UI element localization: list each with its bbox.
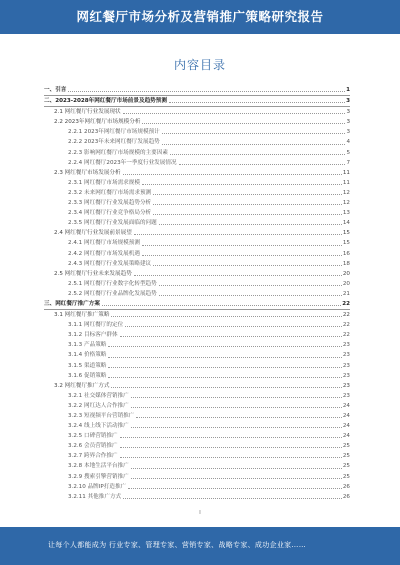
toc-leader-dots — [131, 391, 342, 398]
toc-entry[interactable] — [44, 299, 350, 310]
toc-entry[interactable] — [44, 330, 350, 340]
toc-entry[interactable] — [44, 85, 350, 96]
toc-leader-dots — [120, 330, 342, 337]
toc-entry-title: 3.1.1 网红餐厅的定位 — [68, 322, 124, 329]
toc-leader-dots — [142, 249, 342, 256]
toc-entry-page: 23 — [342, 372, 350, 379]
toc-leader-dots — [108, 350, 341, 357]
toc-entry-title: 2.3.1 网红餐厅市场需求规模 — [68, 179, 140, 186]
toc-entry-page: 20 — [342, 270, 350, 277]
toc-entry-title: 一、引言 — [44, 87, 67, 93]
toc-leader-dots — [108, 371, 341, 378]
toc-entry-page: 23 — [342, 342, 350, 349]
toc-entry-page: 25 — [342, 463, 350, 470]
toc-entry[interactable] — [44, 148, 350, 158]
toc-entry-page: 22 — [342, 322, 350, 329]
toc-entry-page: 4 — [346, 139, 350, 146]
toc-leader-dots — [153, 259, 342, 266]
toc-entry[interactable] — [44, 259, 350, 269]
toc-entry-page: 25 — [342, 473, 350, 480]
toc-entry-page: 15 — [342, 240, 350, 247]
toc-entry[interactable] — [44, 310, 350, 320]
toc-leader-dots — [108, 340, 341, 347]
toc-entry-title: 2.3.3 网红餐厅行业发展趋势分析 — [68, 200, 152, 207]
toc-entry[interactable] — [44, 340, 350, 350]
toc-entry-title: 3.2.6 会员营销推广 — [68, 443, 118, 450]
toc-leader-dots — [179, 158, 346, 165]
table-of-contents — [44, 85, 350, 502]
toc-entry[interactable] — [44, 472, 350, 482]
toc-leader-dots — [162, 137, 346, 144]
toc-entry-title: 3.2.11 其他推广方式 — [68, 493, 122, 500]
toc-entry-page: 11 — [342, 179, 350, 186]
toc-entry[interactable] — [44, 451, 350, 461]
toc-entry-page: 23 — [342, 362, 350, 369]
toc-entry-page: 13 — [342, 210, 350, 217]
document-title: 网红餐厅市场分析及营销推广策略研究报告 — [76, 9, 324, 24]
toc-entry-page: 25 — [342, 443, 350, 450]
toc-entry[interactable] — [44, 350, 350, 360]
toc-entry-title: 2.3.5 网红餐厅行业发展面临的问题 — [68, 220, 157, 227]
toc-entry-title: 2.4 网红餐厅行业发展前景展望 — [54, 230, 132, 237]
toc-entry[interactable] — [44, 249, 350, 259]
toc-entry-title: 2.5.2 网红餐厅行业品牌化发展趋势 — [68, 290, 157, 297]
toc-entry-page: 24 — [342, 423, 350, 430]
toc-leader-dots — [153, 208, 342, 215]
toc-entry-page: 18 — [342, 260, 350, 267]
toc-leader-dots — [131, 461, 342, 468]
toc-entry[interactable] — [44, 107, 350, 117]
toc-entry-title: 3.1.6 促销策略 — [68, 372, 107, 379]
toc-entry[interactable] — [44, 208, 350, 218]
toc-entry[interactable] — [44, 441, 350, 451]
toc-leader-dots — [159, 279, 342, 286]
toc-entry[interactable] — [44, 188, 350, 198]
toc-entry-page: 5 — [346, 149, 350, 156]
toc-leader-dots — [120, 451, 342, 458]
toc-entry-page: 25 — [342, 453, 350, 460]
toc-leader-dots — [142, 178, 342, 185]
toc-entry-page: 23 — [342, 382, 350, 389]
toc-entry-title: 2.3 网红餐厅市场发展分析 — [54, 169, 121, 176]
toc-leader-dots — [162, 127, 346, 134]
toc-entry[interactable] — [44, 381, 350, 391]
toc-entry[interactable] — [44, 492, 350, 502]
toc-leader-dots — [120, 431, 342, 438]
toc-entry-page: 22 — [342, 312, 350, 319]
toc-entry-page: 11 — [342, 169, 350, 176]
toc-entry-title: 三、网红餐厅推广方案 — [44, 300, 100, 307]
toc-entry-title: 2.3.2 未来网红餐厅市场需求预测 — [68, 189, 152, 196]
toc-entry-page: 23 — [342, 352, 350, 359]
toc-leader-dots — [142, 238, 342, 245]
toc-entry[interactable] — [44, 320, 350, 330]
toc-entry-page: 21 — [342, 290, 350, 297]
toc-entry-title: 3.2.2 网红达人合作推广 — [68, 402, 129, 409]
toc-entry-title: 2.5.1 网红餐厅行业数字化转型趋势 — [68, 280, 157, 287]
toc-leader-dots — [134, 228, 342, 235]
toc-leader-dots — [153, 198, 342, 205]
toc-entry-page: 26 — [342, 483, 350, 490]
toc-leader-dots — [111, 381, 341, 388]
toc-entry-title: 2.1 网红餐厅行业发展现状 — [54, 109, 121, 116]
toc-entry-title: 3.1.3 产品策略 — [68, 342, 107, 349]
toc-entry-page: 22 — [342, 300, 350, 307]
toc-leader-dots — [136, 411, 342, 418]
toc-entry-title: 3.1.4 价格策略 — [68, 352, 107, 359]
toc-entry-title: 2.4.3 网红餐厅行业发展策略建议 — [68, 260, 152, 267]
toc-entry-page: 14 — [342, 220, 350, 227]
toc-leader-dots — [131, 472, 342, 479]
toc-leader-dots — [131, 421, 342, 428]
footer-banner — [0, 527, 400, 565]
toc-entry-title: 3.2.1 社交媒体营销推广 — [68, 392, 129, 399]
toc-entry-page: 24 — [342, 402, 350, 409]
footer-slogan: 让每个人都能成为 行业专家、管理专家、营销专家、战略专家、成功企业家…… — [48, 541, 307, 549]
toc-entry[interactable] — [44, 168, 350, 178]
toc-entry[interactable] — [44, 198, 350, 208]
toc-entry-page: 3 — [346, 98, 350, 105]
toc-leader-dots — [159, 289, 342, 296]
toc-entry[interactable] — [44, 158, 350, 168]
toc-heading: 内容目录 — [173, 58, 226, 72]
toc-leader-dots — [131, 401, 342, 408]
toc-leader-dots — [120, 441, 342, 448]
toc-leader-dots — [170, 148, 346, 155]
toc-entry-title: 2.3.4 网红餐厅行业竞争格局分析 — [68, 210, 152, 217]
toc-entry[interactable] — [44, 431, 350, 441]
toc-entry[interactable] — [44, 117, 350, 127]
toc-entry-page: 3 — [346, 119, 350, 126]
toc-entry[interactable] — [44, 361, 350, 371]
toc-entry[interactable] — [44, 482, 350, 492]
toc-leader-dots — [134, 269, 342, 276]
toc-entry-page: 12 — [342, 189, 350, 196]
toc-entry-page: 23 — [342, 392, 350, 399]
toc-entry[interactable] — [44, 371, 350, 381]
toc-entry-title: 2.4.1 网红餐厅市场规模预测 — [68, 240, 140, 247]
toc-leader-dots — [108, 361, 341, 368]
toc-entry-page: 20 — [342, 280, 350, 287]
toc-entry-title: 2.4.2 网红餐厅市场发展机遇 — [68, 250, 140, 257]
toc-entry-page: 26 — [342, 493, 350, 500]
toc-entry-title: 3.2.3 短视频平台营销推广 — [68, 413, 135, 419]
toc-entry-title: 3.2.8 本地生活平台推广 — [68, 463, 129, 470]
toc-entry[interactable] — [44, 269, 350, 279]
toc-leader-dots — [68, 85, 345, 92]
toc-entry[interactable] — [44, 137, 350, 147]
toc-entry[interactable] — [44, 411, 350, 421]
toc-leader-dots — [111, 310, 341, 317]
toc-leader-dots — [169, 96, 345, 103]
toc-entry-title: 3.2.5 口碑营销推广 — [68, 433, 118, 440]
toc-entry[interactable] — [44, 401, 350, 411]
toc-entry-title: 3.1.5 渠道策略 — [68, 362, 107, 369]
toc-entry[interactable] — [44, 391, 350, 401]
toc-entry-title: 3.1 网红餐厅推广策略 — [54, 312, 110, 319]
page-number: I — [199, 510, 201, 516]
toc-entry-title: 2.2.1 2023年网红餐厅市场规模预计 — [68, 129, 160, 136]
toc-entry[interactable] — [44, 461, 350, 471]
toc-leader-dots — [142, 117, 345, 124]
toc-entry-page: 7 — [346, 159, 350, 166]
toc-entry-title: 3.2 网红餐厅推广方式 — [54, 382, 110, 389]
toc-entry-title: 2.2.2 2023年未来网红餐厅发展趋势 — [68, 139, 160, 146]
toc-entry[interactable] — [44, 218, 350, 228]
toc-entry-title: 3.2.4 线上线下活动推广 — [68, 423, 129, 430]
header-banner — [0, 0, 400, 34]
toc-entry-page: 3 — [346, 129, 350, 136]
toc-leader-dots — [123, 492, 342, 499]
toc-entry-page: 1 — [346, 87, 350, 93]
toc-entry-page: 24 — [342, 433, 350, 440]
toc-leader-dots — [125, 320, 342, 327]
toc-entry[interactable] — [44, 238, 350, 248]
toc-entry[interactable] — [44, 289, 350, 299]
toc-entry-title: 2.2.3 影响网红餐厅市场规模的主要因素 — [68, 149, 168, 156]
toc-entry-page: 24 — [342, 413, 350, 419]
toc-entry[interactable] — [44, 178, 350, 188]
toc-entry-title: 3.2.9 搜索引擎营销推广 — [68, 473, 129, 480]
toc-entry-page: 22 — [342, 332, 350, 339]
toc-entry-page: 15 — [342, 230, 350, 237]
toc-leader-dots — [159, 218, 342, 225]
toc-entry-page: 3 — [346, 109, 350, 116]
toc-leader-dots — [123, 168, 342, 175]
toc-entry[interactable] — [44, 279, 350, 289]
toc-leader-dots — [123, 107, 346, 114]
toc-leader-dots — [153, 188, 342, 195]
toc-entry-title: 3.2.7 跨界合作推广 — [68, 453, 118, 460]
toc-entry-title: 2.2.4 网红餐厅2023年一季度行业发展情况 — [68, 159, 177, 166]
toc-entry[interactable] — [44, 127, 350, 137]
toc-entry-title: 2.5 网红餐厅行业未来发展趋势 — [54, 270, 132, 277]
toc-entry-title: 3.2.10 品牌IP打造推广 — [68, 483, 127, 490]
toc-entry-page: 16 — [342, 250, 350, 257]
toc-entry-title: 二、2023-2028年网红餐厅市场前景及趋势预测 — [44, 98, 167, 105]
toc-leader-dots — [128, 482, 342, 489]
toc-leader-dots — [102, 299, 341, 306]
toc-entry[interactable] — [44, 96, 350, 107]
toc-entry-title: 2.2 2023年网红餐厅市场规模分析 — [54, 119, 141, 126]
toc-entry-page: 12 — [342, 200, 350, 207]
toc-entry-title: 3.1.2 目标客户群体 — [68, 332, 118, 339]
toc-entry[interactable] — [44, 228, 350, 238]
toc-entry[interactable] — [44, 421, 350, 431]
